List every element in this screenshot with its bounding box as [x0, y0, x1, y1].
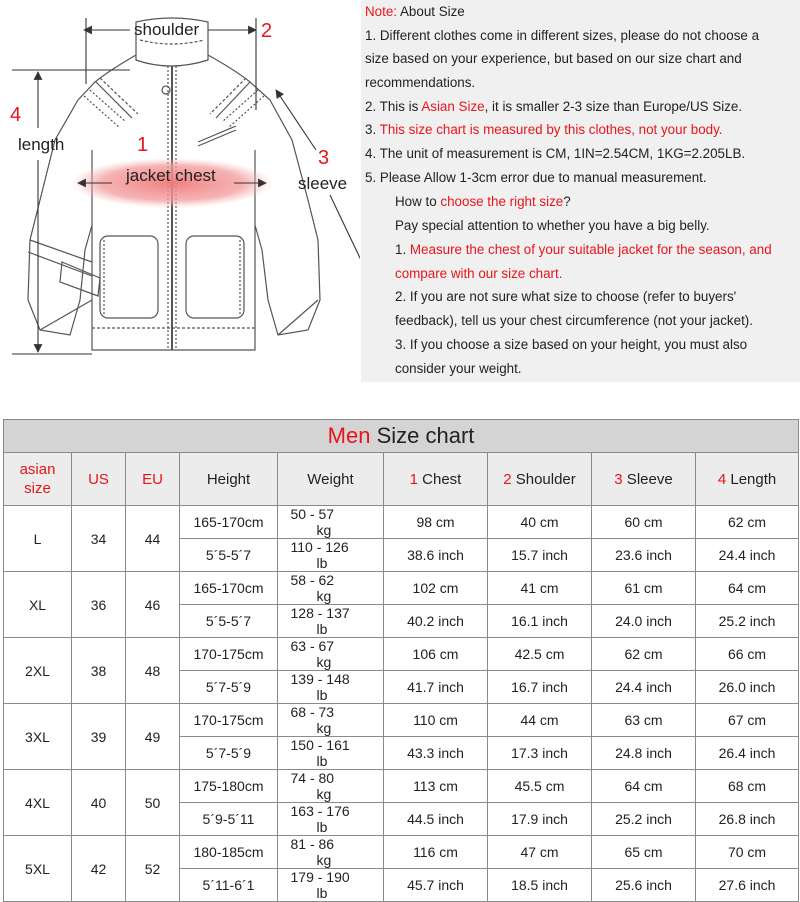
- cell-weight-kg: 81 - 86kg: [278, 836, 384, 869]
- cell-sleeve-in: 25.6 inch: [592, 869, 696, 902]
- header-eu: EU: [126, 453, 180, 506]
- cell-sleeve-in: 23.6 inch: [592, 539, 696, 572]
- cell-length-in: 26.0 inch: [696, 671, 799, 704]
- cell-length-cm: 66 cm: [696, 638, 799, 671]
- table-header-row: [4, 453, 799, 506]
- cell-chest-cm: 106 cm: [384, 638, 488, 671]
- cell-us: 42: [72, 836, 126, 902]
- shoulder-number: 2: [261, 20, 273, 42]
- cell-height-ft: 5´9-5´11: [180, 803, 278, 836]
- tip-3b: consider your weight.: [395, 361, 522, 376]
- table-row: [4, 572, 799, 605]
- cell-length-in: 25.2 inch: [696, 605, 799, 638]
- cell-shoulder-cm: 42.5 cm: [488, 638, 592, 671]
- note-item-5: 5. Please Allow 1-3cm error due to manual measurement.: [365, 170, 707, 185]
- cell-height-cm: 165-170cm: [180, 572, 278, 605]
- cell-weight-lb: 139 - 148lb: [278, 671, 384, 704]
- table-row: [4, 770, 799, 803]
- header-weight: Weight: [278, 453, 384, 506]
- tip-1b: compare with our size chart.: [395, 266, 563, 281]
- cell-size: 2XL: [4, 638, 72, 704]
- cell-shoulder-cm: 44 cm: [488, 704, 592, 737]
- cell-length-cm: 70 cm: [696, 836, 799, 869]
- cell-length-cm: 68 cm: [696, 770, 799, 803]
- chest-label: jacket chest: [126, 166, 216, 185]
- cell-chest-cm: 102 cm: [384, 572, 488, 605]
- cell-chest-cm: 113 cm: [384, 770, 488, 803]
- header-sleeve: 3 Sleeve: [592, 453, 696, 506]
- cell-chest-cm: 116 cm: [384, 836, 488, 869]
- cell-shoulder-in: 15.7 inch: [488, 539, 592, 572]
- jacket-measurement-diagram: [0, 0, 360, 382]
- cell-size: 3XL: [4, 704, 72, 770]
- cell-height-cm: 170-175cm: [180, 638, 278, 671]
- cell-height-ft: 5´5-5´7: [180, 539, 278, 572]
- cell-length-in: 24.4 inch: [696, 539, 799, 572]
- cell-weight-lb: 150 - 161lb: [278, 737, 384, 770]
- note-item-1b: size based on your experience, but based on our size chart and: [365, 51, 742, 66]
- belly-note: Pay special attention to whether you have a big belly.: [395, 218, 710, 233]
- cell-height-ft: 5´7-5´9: [180, 737, 278, 770]
- cell-length-in: 26.4 inch: [696, 737, 799, 770]
- cell-chest-in: 40.2 inch: [384, 605, 488, 638]
- cell-eu: 52: [126, 836, 180, 902]
- table-row: [4, 638, 799, 671]
- cell-height-cm: 180-185cm: [180, 836, 278, 869]
- tip-2b: feedback), tell us your chest circumference (not your jacket).: [395, 313, 753, 328]
- cell-shoulder-cm: 41 cm: [488, 572, 592, 605]
- sleeve-number: 3: [318, 147, 330, 169]
- table-row: [4, 704, 799, 737]
- cell-sleeve-cm: 60 cm: [592, 506, 696, 539]
- cell-shoulder-in: 16.1 inch: [488, 605, 592, 638]
- cell-chest-in: 45.7 inch: [384, 869, 488, 902]
- cell-height-ft: 5´11-6´1: [180, 869, 278, 902]
- tip-2a: 2. If you are not sure what size to choose (refer to buyers': [395, 289, 737, 304]
- cell-size: XL: [4, 572, 72, 638]
- table-title-row: [4, 420, 799, 453]
- cell-weight-kg: 58 - 62kg: [278, 572, 384, 605]
- size-chart-table: [3, 419, 799, 902]
- cell-shoulder-cm: 47 cm: [488, 836, 592, 869]
- cell-height-cm: 175-180cm: [180, 770, 278, 803]
- cell-chest-in: 41.7 inch: [384, 671, 488, 704]
- cell-weight-kg: 63 - 67kg: [278, 638, 384, 671]
- cell-sleeve-in: 24.0 inch: [592, 605, 696, 638]
- cell-chest-in: 44.5 inch: [384, 803, 488, 836]
- header-us: US: [72, 453, 126, 506]
- cell-height-ft: 5´5-5´7: [180, 605, 278, 638]
- cell-weight-lb: 128 - 137lb: [278, 605, 384, 638]
- table-row: [4, 836, 799, 869]
- cell-size: L: [4, 506, 72, 572]
- tip-1a: 1. Measure the chest of your suitable jacket for the season, and: [395, 242, 772, 257]
- cell-us: 34: [72, 506, 126, 572]
- table-title: Men Size chart: [4, 420, 799, 453]
- chest-number: 1: [137, 134, 149, 156]
- cell-length-in: 26.8 inch: [696, 803, 799, 836]
- cell-chest-cm: 98 cm: [384, 506, 488, 539]
- cell-chest-in: 38.6 inch: [384, 539, 488, 572]
- cell-us: 40: [72, 770, 126, 836]
- sleeve-label: sleeve: [298, 174, 348, 193]
- header-shoulder: 2 Shoulder: [488, 453, 592, 506]
- size-notes-panel: [361, 0, 800, 382]
- header-length: 4 Length: [696, 453, 799, 506]
- cell-eu: 48: [126, 638, 180, 704]
- cell-length-cm: 64 cm: [696, 572, 799, 605]
- cell-length-cm: 62 cm: [696, 506, 799, 539]
- note-item-1a: 1. Different clothes come in different sizes, please do not choose a: [365, 28, 760, 43]
- cell-height-cm: 170-175cm: [180, 704, 278, 737]
- cell-sleeve-in: 25.2 inch: [592, 803, 696, 836]
- cell-sleeve-cm: 63 cm: [592, 704, 696, 737]
- cell-chest-in: 43.3 inch: [384, 737, 488, 770]
- cell-weight-lb: 110 - 126lb: [278, 539, 384, 572]
- cell-length-in: 27.6 inch: [696, 869, 799, 902]
- note-item-3: 3. This size chart is measured by this clothes, not your body.: [365, 122, 723, 137]
- cell-chest-cm: 110 cm: [384, 704, 488, 737]
- cell-sleeve-in: 24.8 inch: [592, 737, 696, 770]
- cell-weight-kg: 74 - 80kg: [278, 770, 384, 803]
- cell-weight-kg: 68 - 73kg: [278, 704, 384, 737]
- cell-weight-lb: 179 - 190lb: [278, 869, 384, 902]
- cell-size: 5XL: [4, 836, 72, 902]
- cell-weight-kg: 50 - 57kg: [278, 506, 384, 539]
- header-asian-size: asian size: [4, 453, 72, 506]
- cell-us: 36: [72, 572, 126, 638]
- cell-shoulder-in: 17.9 inch: [488, 803, 592, 836]
- table-row: [4, 506, 799, 539]
- cell-sleeve-cm: 61 cm: [592, 572, 696, 605]
- cell-eu: 44: [126, 506, 180, 572]
- cell-shoulder-in: 16.7 inch: [488, 671, 592, 704]
- cell-us: 38: [72, 638, 126, 704]
- length-number: 4: [10, 104, 22, 126]
- cell-weight-lb: 163 - 176lb: [278, 803, 384, 836]
- cell-eu: 46: [126, 572, 180, 638]
- tip-3a: 3. If you choose a size based on your height, you must also: [395, 337, 748, 352]
- cell-length-cm: 67 cm: [696, 704, 799, 737]
- note-item-4: 4. The unit of measurement is CM, 1IN=2.54CM, 1KG=2.205LB.: [365, 146, 746, 161]
- cell-shoulder-in: 18.5 inch: [488, 869, 592, 902]
- cell-size: 4XL: [4, 770, 72, 836]
- header-chest: 1 Chest: [384, 453, 488, 506]
- cell-sleeve-cm: 62 cm: [592, 638, 696, 671]
- cell-sleeve-in: 24.4 inch: [592, 671, 696, 704]
- cell-shoulder-cm: 45.5 cm: [488, 770, 592, 803]
- how-to-choose: How to choose the right size?: [395, 194, 571, 209]
- shoulder-label: shoulder: [134, 20, 200, 39]
- note-heading: Note: About Size: [365, 4, 465, 19]
- cell-sleeve-cm: 64 cm: [592, 770, 696, 803]
- cell-eu: 50: [126, 770, 180, 836]
- header-height: Height: [180, 453, 278, 506]
- cell-us: 39: [72, 704, 126, 770]
- length-label: length: [18, 135, 65, 154]
- note-item-1c: recommendations.: [365, 75, 476, 90]
- note-item-2: 2. This is Asian Size, it is smaller 2-3 size than Europe/US Size.: [365, 99, 743, 114]
- cell-height-ft: 5´7-5´9: [180, 671, 278, 704]
- cell-shoulder-in: 17.3 inch: [488, 737, 592, 770]
- cell-sleeve-cm: 65 cm: [592, 836, 696, 869]
- cell-shoulder-cm: 40 cm: [488, 506, 592, 539]
- cell-eu: 49: [126, 704, 180, 770]
- cell-height-cm: 165-170cm: [180, 506, 278, 539]
